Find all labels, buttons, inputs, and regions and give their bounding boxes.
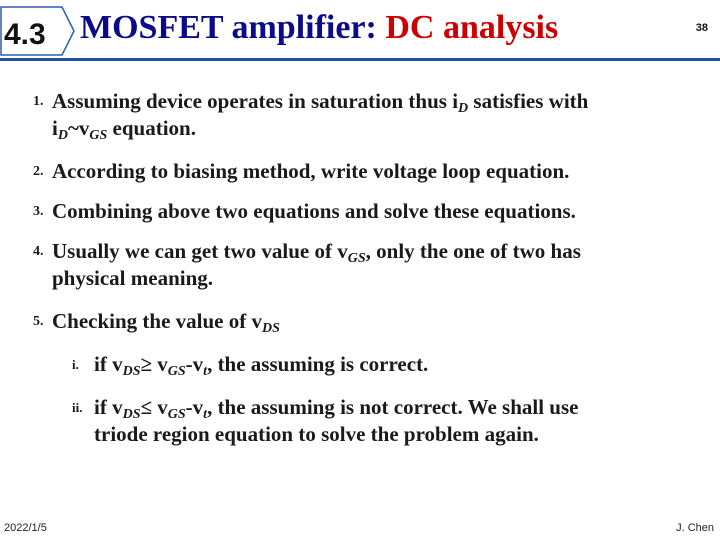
step-text: Combining above two equations and solve these equations.	[52, 199, 576, 223]
step-text	[52, 88, 692, 142]
step-number: 2.	[33, 164, 44, 179]
substep-number: i.	[72, 357, 79, 372]
title-accent: DC analysis	[385, 9, 559, 46]
var-i: i	[52, 116, 58, 140]
var-v: v	[157, 395, 168, 419]
subscript: t	[203, 407, 208, 422]
var-v: v	[157, 352, 168, 376]
subscript: D	[57, 128, 68, 143]
step-number: 3.	[33, 204, 44, 219]
var-v: v	[251, 309, 262, 333]
tilde: ~	[67, 116, 79, 140]
step-number: 5.	[33, 314, 44, 329]
footer-date: 2022/1/5	[4, 522, 47, 534]
subscript: GS	[347, 251, 366, 266]
section-number: 4.3	[4, 18, 46, 51]
subscript: GS	[167, 364, 186, 379]
var-v: v	[78, 116, 90, 140]
slide-title	[80, 9, 558, 47]
section-tag	[0, 6, 76, 56]
operator: ≤	[140, 395, 158, 419]
step-text	[52, 238, 692, 292]
subscript: GS	[167, 407, 186, 422]
substep-text-part: if	[94, 395, 113, 419]
var-v: v	[112, 352, 123, 376]
subscript: GS	[89, 128, 108, 143]
var-v: v	[337, 239, 348, 263]
substep-text-part: if	[94, 352, 113, 376]
step-text-part: Assuming device operates in saturation thus	[52, 89, 453, 113]
step-text: According to biasing method, write voltage loop equation.	[52, 159, 570, 183]
title-main: MOSFET amplifier:	[80, 9, 386, 46]
subscript: DS	[262, 321, 280, 336]
substep-text	[94, 394, 694, 448]
step-text	[52, 308, 692, 335]
substep-text	[94, 351, 694, 378]
subscript: t	[203, 364, 208, 379]
var-v: v	[192, 352, 204, 376]
footer-author: J. Chen	[676, 522, 714, 534]
var-i: i	[452, 89, 459, 113]
step-number: 4.	[33, 244, 44, 259]
step-text-part: physical meaning.	[52, 266, 214, 290]
step-text-part: satisfies with	[468, 89, 589, 113]
operator: ≥	[140, 352, 158, 376]
var-v: v	[112, 395, 123, 419]
step-text-part: , only the one of two has	[365, 239, 581, 263]
subscript: DS	[122, 364, 141, 379]
page-number: 38	[695, 22, 708, 34]
step-text-part: Usually we can get two value of	[52, 239, 338, 263]
substep-text-part: triode region equation to solve the problem again.	[94, 422, 539, 446]
substep-text-part: , the assuming is not correct. We shall use	[207, 395, 579, 419]
minus: -	[185, 352, 193, 376]
subscript: D	[458, 101, 469, 116]
step-text-part: equation.	[107, 116, 196, 140]
step-number: 1.	[33, 94, 44, 109]
slide-header	[0, 0, 720, 62]
substep-number: ii.	[72, 400, 83, 415]
var-v: v	[192, 395, 204, 419]
subscript: DS	[122, 407, 141, 422]
substep-text-part: , the assuming is correct.	[207, 352, 429, 376]
step-text-part: Checking the value of	[52, 309, 252, 333]
title-divider	[0, 58, 720, 61]
minus: -	[185, 395, 193, 419]
